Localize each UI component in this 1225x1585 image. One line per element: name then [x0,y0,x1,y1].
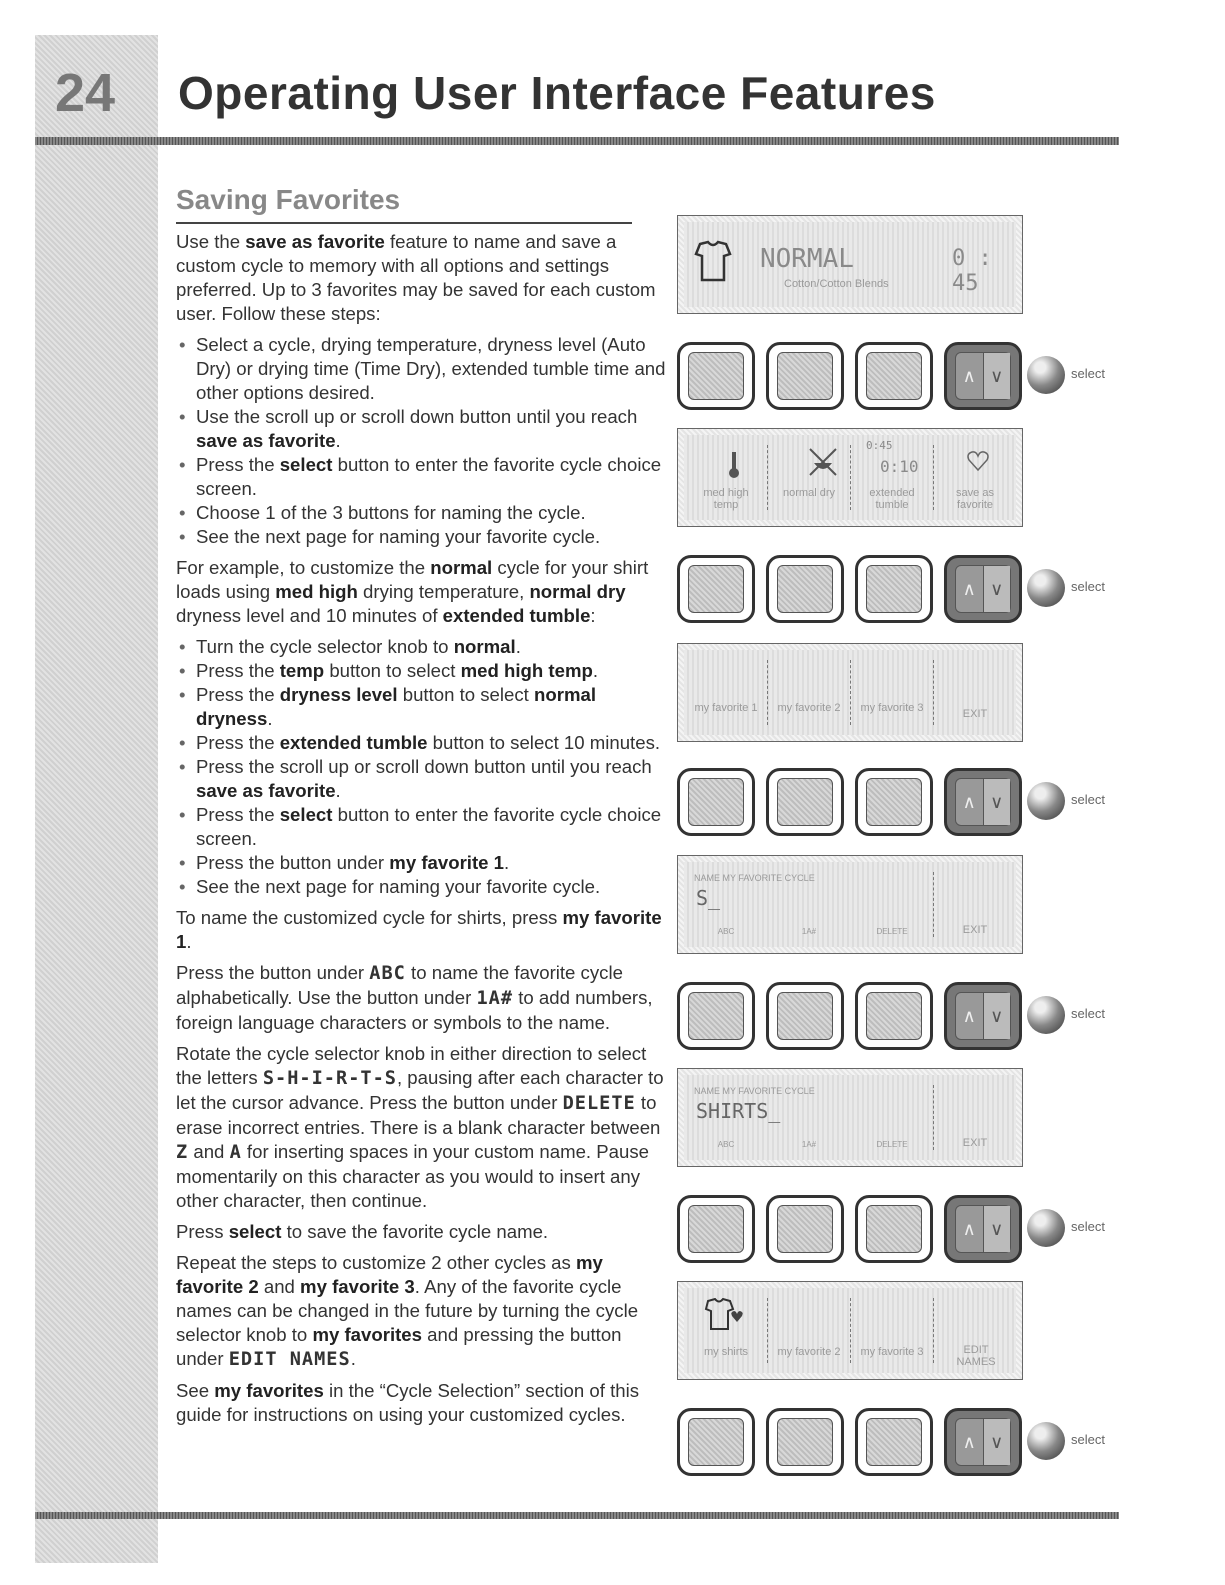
abc-label: ABC [717,927,735,936]
section-title: Saving Favorites [176,184,401,215]
option-button-2[interactable] [766,1408,844,1476]
list-item: • Press the select button to enter the favorite cycle choice screen. [176,453,666,501]
divider [933,1298,935,1363]
heart-icon [966,449,990,478]
select-knob[interactable] [1027,356,1065,394]
option-button-2[interactable] [766,982,844,1050]
list-item: • Press the select button to enter the favorite cycle choice screen. [176,803,666,851]
repeat-paragraph: Repeat the steps to customize 2 other cycles as my favorite 2 and my favorite 3. Any of the favorite cycle names can be changed in the future by turning the cycle selector knob to my favorites and pressing the button under EDIT NAMES. [176,1252,639,1370]
scroll-button[interactable] [944,342,1022,410]
favorite-3-label: my favorite 3 [860,1346,924,1358]
name-header: NAME MY FAVORITE CYCLE [694,873,815,883]
option-button-3[interactable] [855,555,933,623]
divider [933,1085,935,1150]
scroll-button[interactable] [944,982,1022,1050]
option-button-3[interactable] [855,1195,933,1263]
option-button-1[interactable] [677,342,755,410]
favorite-1-label: my favorite 1 [694,702,758,714]
rotate-paragraph: Rotate the cycle selector knob in either direction to select the letters S-H-I-R-T-S, pausing after each character to let the cursor advance. Press the button under DELETE to erase incorrect entries. There is a blank character between Z and A for inserting spaces in your custom name. Pause momentarily on this character as you would to insert any other character, then continue. [176,1043,664,1211]
list-item: • Select a cycle, drying temperature, dryness level (Auto Dry) or drying time (Time Dry), extended tumble time and other options desired. [176,333,666,405]
name-header: NAME MY FAVORITE CYCLE [694,1086,815,1096]
exit-label: EXIT [962,708,988,720]
divider [933,660,935,725]
scroll-down-icon[interactable]: ∨ [983,1419,1011,1465]
button-row [677,1408,1117,1478]
option-button-2[interactable] [766,342,844,410]
divider [767,445,769,510]
list-item: • Turn the cycle selector knob to normal. [176,635,666,659]
tumble-value: 0:10 [880,457,919,476]
list-item: • Press the scroll up or scroll down button until you reach save as favorite. [176,755,666,803]
option-button-3[interactable] [855,342,933,410]
scroll-button[interactable] [944,1195,1022,1263]
select-knob[interactable] [1027,782,1065,820]
favorite-3-label: my favorite 3 [860,702,924,714]
select-label: select [1071,1432,1105,1447]
scroll-up-icon[interactable]: ∧ [962,1005,976,1026]
page-sidebar [35,35,158,1563]
option-button-2[interactable] [766,555,844,623]
tumble-label: extended tumble [869,487,915,511]
shirt-heart-icon [704,1298,746,1337]
cycle-subtitle: Cotton/Cotton Blends [784,278,889,290]
select-label: select [1071,1219,1105,1234]
edit-names-label: EDIT NAMES [956,1344,996,1368]
delete-label: DELETE [876,927,908,936]
name-entry: S_ [696,886,721,910]
cycle-time: 0 : 45 [952,246,992,296]
option-button-1[interactable] [677,1195,755,1263]
scroll-button[interactable] [944,768,1022,836]
page-title: Operating User Interface Features [178,67,936,119]
option-button-2[interactable] [766,768,844,836]
display-my-favorites [677,1281,1023,1380]
exit-label: EXIT [962,924,988,936]
button-row [677,982,1117,1052]
exit-label: EXIT [962,1137,988,1149]
option-button-1[interactable] [677,1408,755,1476]
option-button-3[interactable] [855,768,933,836]
shirt-icon [694,240,732,288]
list-item: • Press the extended tumble button to select 10 minutes. [176,731,666,755]
button-row [677,342,1117,412]
scroll-down-icon[interactable]: ∨ [983,779,1011,825]
dryness-icon [808,447,838,482]
save-paragraph: Press select to save the favorite cycle name. [176,1221,549,1242]
select-label: select [1071,792,1105,807]
option-button-1[interactable] [677,768,755,836]
abc-label: ABC [717,1140,735,1149]
option-button-1[interactable] [677,982,755,1050]
select-label: select [1071,1006,1105,1021]
body-text [176,230,666,1434]
divider [850,1298,852,1363]
display-normal-cycle [677,215,1023,314]
display-name-entry [677,855,1023,954]
scroll-up-icon[interactable]: ∧ [962,365,976,386]
scroll-up-icon[interactable]: ∧ [962,1218,976,1239]
divider [850,445,852,510]
footer-rule [35,1512,1119,1519]
save-favorite-label: save as favorite [956,487,994,511]
divider [850,660,852,725]
scroll-up-icon[interactable]: ∧ [962,791,976,812]
button-row [677,555,1117,625]
my-shirts-label: my shirts [704,1346,748,1358]
list-item: • See the next page for naming your favorite cycle. [176,875,666,899]
list-item: • Use the scroll up or scroll down button until you reach save as favorite. [176,405,666,453]
select-label: select [1071,579,1105,594]
divider [767,1298,769,1363]
header-rule [35,137,1119,145]
display-options [677,428,1023,527]
scroll-up-icon[interactable]: ∧ [962,578,976,599]
page-number: 24 [55,63,116,123]
select-label: select [1071,366,1105,381]
button-row [677,1195,1117,1265]
option-button-3[interactable] [855,1408,933,1476]
cycle-name: NORMAL [760,244,854,274]
scroll-down-icon[interactable]: ∨ [983,566,1011,612]
numbers-label: 1A# [801,1140,817,1149]
scroll-down-icon[interactable]: ∨ [983,1206,1011,1252]
options-time: 0:45 [866,439,893,452]
list-item: • Press the dryness level button to select normal dryness. [176,683,666,731]
scroll-down-icon[interactable]: ∨ [983,353,1011,399]
display-name-shirts [677,1068,1023,1167]
favorite-2-label: my favorite 2 [777,1346,841,1358]
divider [933,445,935,510]
steps-list-2 [176,635,666,899]
display-favorite-choice [677,643,1023,742]
list-item: • Press the button under my favorite 1. [176,851,666,875]
section-rule [176,222,632,224]
select-knob[interactable] [1027,569,1065,607]
name-paragraph: To name the customized cycle for shirts, press my favorite 1. [176,907,662,952]
scroll-button[interactable] [944,555,1022,623]
name-entry: SHIRTS_ [696,1099,781,1123]
numbers-label: 1A# [801,927,817,936]
select-knob[interactable] [1027,1209,1065,1247]
favorite-2-label: my favorite 2 [777,702,841,714]
option-button-3[interactable] [855,982,933,1050]
temp-label: med high temp [703,487,749,511]
divider [933,872,935,937]
select-knob[interactable] [1027,1422,1065,1460]
select-knob[interactable] [1027,996,1065,1034]
example-paragraph: For example, to customize the normal cycle for your shirt loads using med high drying temperature, normal dry dryness level and 10 minutes of extended tumble: [176,557,649,626]
list-item: • Press the temp button to select med high temp. [176,659,666,683]
scroll-down-icon[interactable]: ∨ [983,993,1011,1039]
list-item: • Choose 1 of the 3 buttons for naming the cycle. [176,501,666,525]
divider [767,660,769,725]
intro-paragraph: Use the save as favorite feature to name and save a custom cycle to memory with all options and settings preferred. Up to 3 favorites may be saved for each custom user. Follow these steps: [176,231,656,324]
button-row [677,768,1117,838]
see-paragraph: See my favorites in the “Cycle Selection” section of this guide for instructions on using your customized cycles. [176,1380,640,1425]
scroll-button[interactable] [944,1408,1022,1476]
thermometer-icon [728,451,740,484]
list-item: • See the next page for naming your favorite cycle. [176,525,666,549]
option-button-1[interactable] [677,555,755,623]
dryness-label: normal dry [783,487,835,499]
abc-paragraph: Press the button under ABC to name the favorite cycle alphabetically. Use the button under 1A# to add numbers, foreign language characters or symbols to the name. [176,962,653,1033]
delete-label: DELETE [876,1140,908,1149]
option-button-2[interactable] [766,1195,844,1263]
steps-list-1 [176,333,666,549]
scroll-up-icon[interactable]: ∧ [962,1431,976,1452]
